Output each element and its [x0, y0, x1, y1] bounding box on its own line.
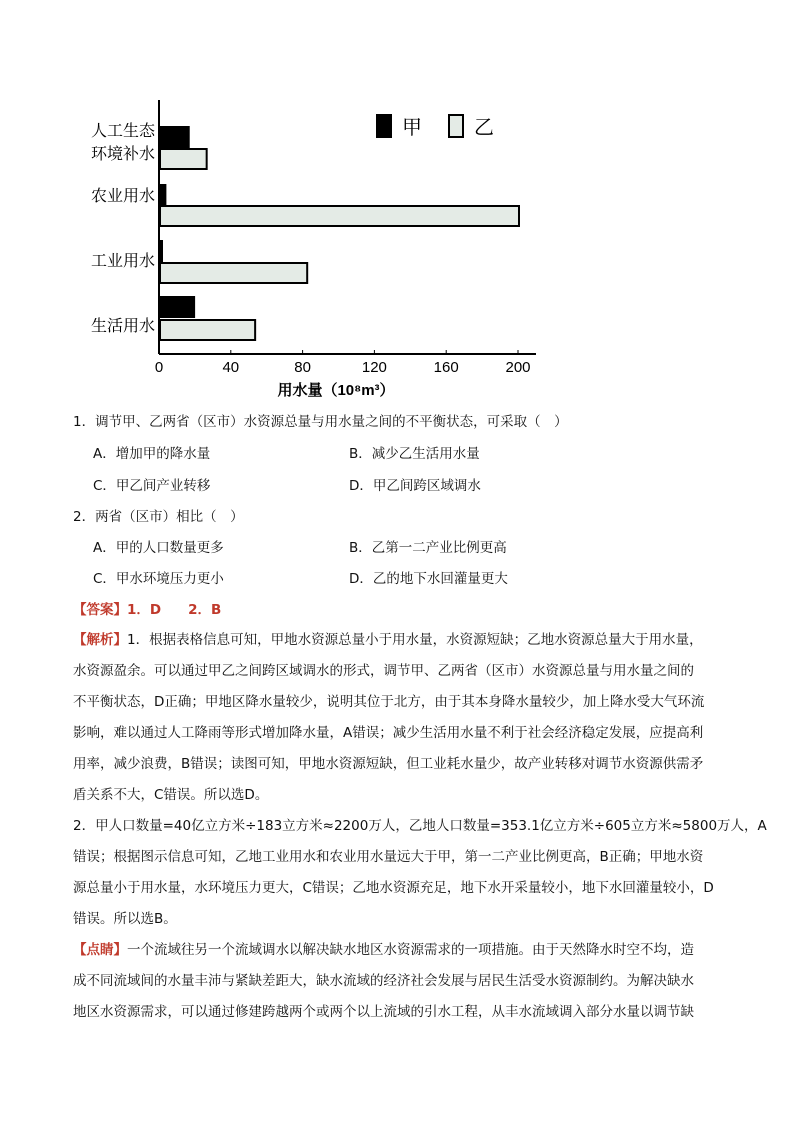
- category-label: 农业用水: [90, 188, 155, 205]
- category-label: 工业用水: [90, 253, 155, 270]
- q2-option-b: B．乙第一二产业比例更高: [349, 540, 507, 556]
- x-tick-label: 200: [505, 359, 531, 376]
- question-1-stem: 1．调节甲、乙两省（区市）水资源总量与用水量之间的不平衡状态，可采取（ ）: [73, 414, 568, 430]
- legend-swatch-jia: [377, 115, 391, 137]
- legend-label: 甲: [402, 117, 422, 139]
- answer-tag: 【答案】: [73, 602, 127, 618]
- analysis-tag: 【解析】: [73, 632, 127, 648]
- x-axis-title: 用水量（10⁸m³）: [277, 382, 395, 399]
- analysis-p1-line: 影响，难以通过人工降雨等形式增加降水量，A错误；减少生活用水量不利于社会经济稳定发展，应提高利: [73, 725, 704, 741]
- analysis-p1-line: 用率，减少浪费，B错误；读图可知，甲地水资源短缺，但工业耗水量少，故产业转移对调节水资源供需矛: [73, 756, 704, 772]
- analysis-p2-line: 源总量小于用水量，水环境压力更大，C错误；乙地水资源充足，地下水开采量较小，地下水回灌量较小，D: [73, 880, 714, 896]
- analysis-section: [73, 625, 767, 935]
- analysis-p1-line: 盾关系不大，C错误。所以选D。: [73, 787, 269, 803]
- analysis-p2-line: 错误；根据图示信息可知，乙地工业用水和农业用水量远大于甲，第一二产业比例更高，B正确；甲地水资: [73, 849, 704, 865]
- category-label: 人工生态: [90, 123, 155, 140]
- x-tick-label: 40: [222, 359, 240, 376]
- q1-option-a: A．增加甲的降水量: [93, 446, 211, 462]
- x-tick-label: 120: [361, 359, 387, 376]
- x-tick-label: 160: [433, 359, 459, 376]
- comment-section: [73, 935, 753, 1028]
- analysis-p1-line: 不平衡状态，D正确；甲地区降水量较少，说明其位于北方，由于其本身降水量较少，加上降水受大气环流: [73, 694, 705, 710]
- bar-jia-1: [160, 185, 165, 205]
- legend-label: 乙: [474, 117, 494, 139]
- comment-line: 一个流域往另一个流域调水以解决缺水地区水资源需求的一项措施。由于天然降水时空不均，造: [127, 942, 694, 958]
- q1-option-d: D．甲乙间跨区域调水: [349, 478, 481, 494]
- answer-text: 1．D 2．B: [127, 602, 222, 618]
- x-tick-label: 80: [294, 359, 311, 376]
- legend-swatch-yi: [449, 115, 463, 137]
- bar-yi-2: [160, 263, 307, 283]
- q2-option-d: D．乙的地下水回灌量更大: [349, 571, 508, 587]
- question-2-stem: 2．两省（区市）相比（ ）: [73, 509, 244, 525]
- analysis-p1-line: 水资源盈余。可以通过甲乙之间跨区域调水的形式，调节甲、乙两省（区市）水资源总量与用水量之间的: [73, 663, 694, 679]
- bar-jia-0: [160, 127, 189, 147]
- comment-line: 成不同流域间的水量丰沛与紧缺差距大，缺水流域的经济社会发展与居民生活受水资源制约。为解决缺水: [73, 973, 694, 989]
- q1-option-c: C．甲乙间产业转移: [93, 478, 211, 494]
- comment-line: 地区水资源需求，可以通过修建跨越两个或两个以上流域的引水工程，从丰水流域调入部分水量以调节缺: [73, 1004, 694, 1020]
- bar-yi-1: [160, 206, 519, 226]
- answer-line: [73, 600, 221, 620]
- water-use-bar-chart: [70, 95, 550, 405]
- comment-tag: 【点睛】: [73, 942, 127, 958]
- analysis-p2-line: 错误。所以选B。: [73, 911, 177, 927]
- category-label: 生活用水: [90, 318, 155, 335]
- bar-jia-3: [160, 297, 194, 317]
- bar-yi-3: [160, 320, 255, 340]
- q2-option-a: A．甲的人口数量更多: [93, 540, 224, 556]
- category-label: 环境补水: [90, 146, 155, 163]
- x-tick-label: 0: [154, 359, 164, 376]
- bar-jia-2: [160, 241, 162, 261]
- q2-option-c: C．甲水环境压力更小: [93, 571, 224, 587]
- q1-option-b: B．减少乙生活用水量: [349, 446, 480, 462]
- analysis-p2-line: 2．甲人口数量=40亿立方米÷183立方米≈2200万人，乙地人口数量=353.1亿立方米÷605立方米≈5800万人，A: [73, 818, 767, 834]
- bar-yi-0: [160, 149, 207, 169]
- analysis-p1-line: 1．根据表格信息可知，甲地水资源总量小于用水量，水资源短缺；乙地水资源总量大于用水量，: [127, 632, 703, 648]
